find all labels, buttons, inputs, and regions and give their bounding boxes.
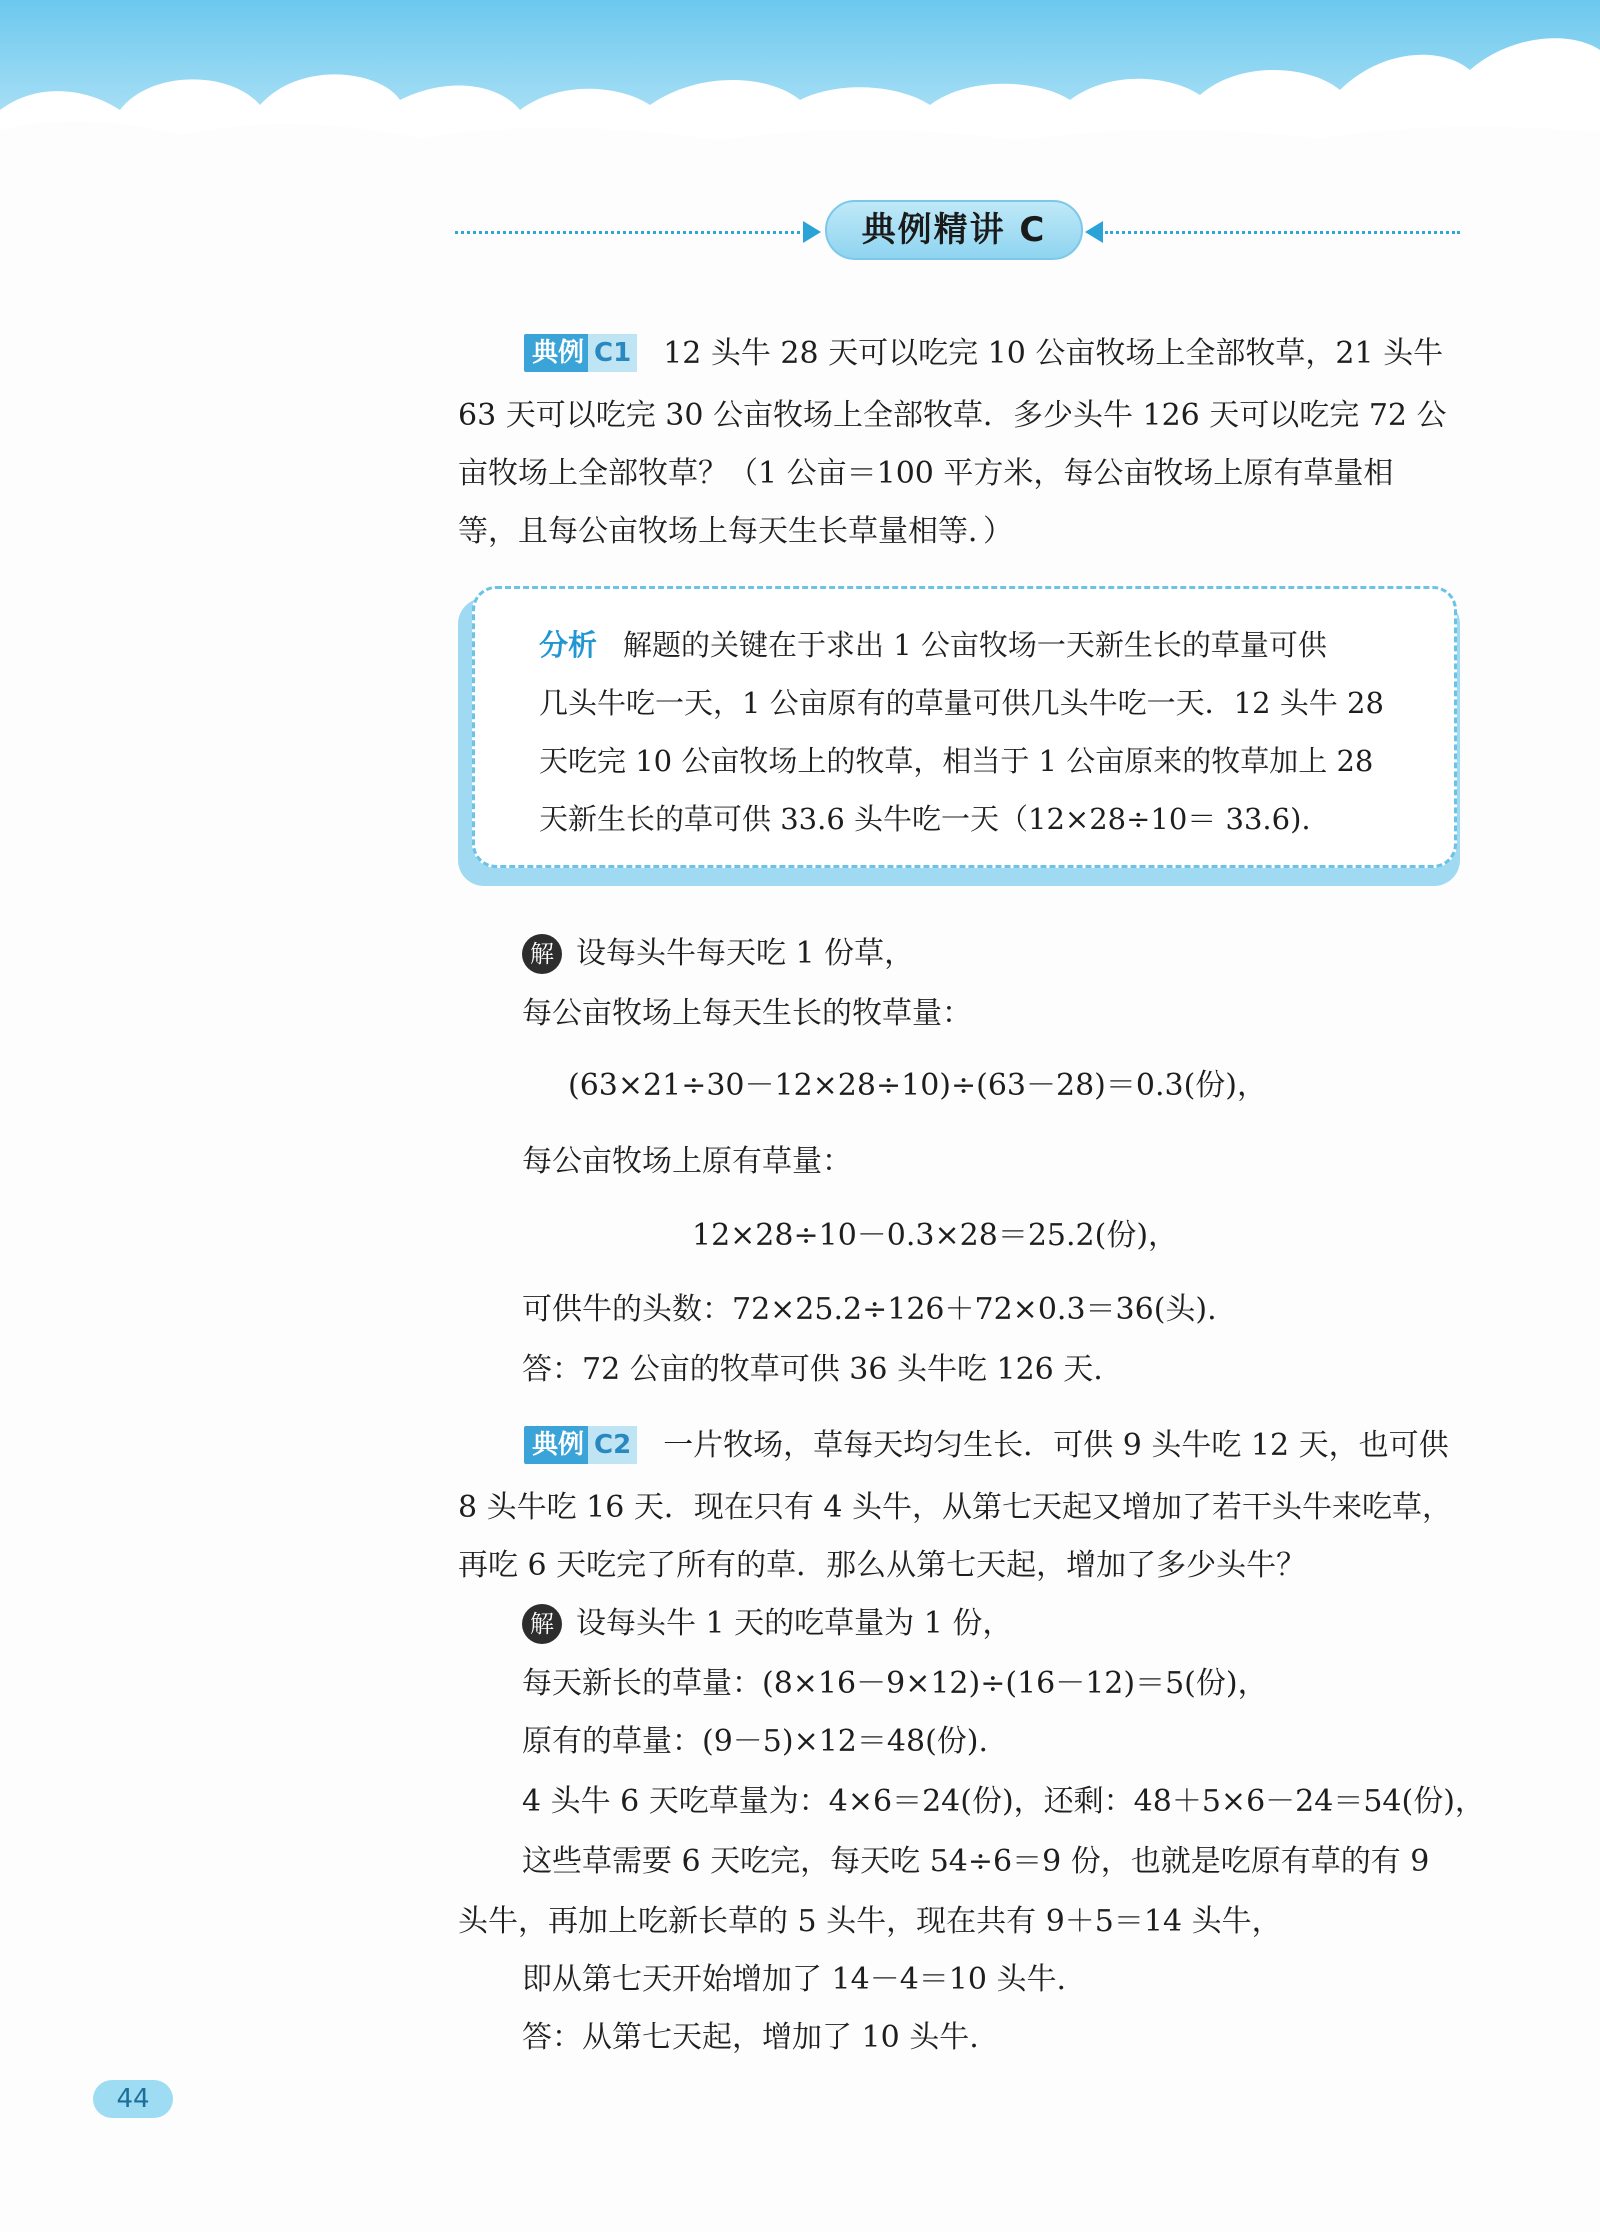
solution-c2-line-5: 这些草需要 6 天吃完，每天吃 54÷6＝9 份，也就是吃原有草的有 9 bbox=[522, 1844, 1430, 1879]
section-title: 典例精讲 C bbox=[825, 200, 1083, 260]
example-c2-line-2: 8 头牛吃 16 天．现在只有 4 头牛，从第七天起又增加了若干头牛来吃草， bbox=[458, 1490, 1453, 1525]
solution-c2-line-6: 头牛，再加上吃新长草的 5 头牛，现在共有 9＋5＝14 头牛， bbox=[458, 1904, 1282, 1939]
example-c1-line-1: 典例 C1 12 头牛 28 天可以吃完 10 公亩牧场上全部牧草，21 头牛 bbox=[524, 334, 1443, 374]
page-number: 44 bbox=[93, 2080, 173, 2118]
solution-c1-line-1: 解 设每头牛每天吃 1 份草， bbox=[522, 934, 914, 974]
example-c1-line-2: 63 天可以吃完 30 公亩牧场上全部牧草．多少头牛 126 天可以吃完 72 公 bbox=[458, 398, 1447, 433]
dotted-rule-right bbox=[1105, 231, 1460, 234]
solution-c1-line-4: 每公亩牧场上原有草量： bbox=[522, 1144, 852, 1179]
solution-badge: 解 bbox=[522, 934, 562, 974]
solution-c2-line-1: 解 设每头牛 1 天的吃草量为 1 份， bbox=[522, 1604, 1012, 1644]
solution-badge: 解 bbox=[522, 1604, 562, 1644]
example-c1-line-4: 等，且每公亩牧场上每天生长草量相等．） bbox=[458, 514, 1013, 549]
arrow-right-icon bbox=[803, 221, 821, 243]
solution-c1-line-2: 每公亩牧场上每天生长的牧草量： bbox=[522, 996, 972, 1031]
solution-c1-formula-1: (63×21÷30－12×28÷10)÷(63－28)＝0.3(份)， bbox=[568, 1068, 1268, 1103]
solution-c2-line-7: 即从第七天开始增加了 14－4＝10 头牛. bbox=[522, 1962, 1067, 1997]
solution-c1-answer: 答：72 公亩的牧草可供 36 头牛吃 126 天. bbox=[522, 1352, 1103, 1387]
analysis-label: 分析 bbox=[539, 628, 598, 662]
solution-c2-line-2: 每天新长的草量：(8×16－9×12)÷(16－12)＝5(份)， bbox=[522, 1666, 1268, 1701]
example-c1-line-3: 亩牧场上全部牧草？（1 公亩＝100 平方米，每公亩牧场上原有草量相 bbox=[458, 456, 1394, 491]
example-c2-line-3: 再吃 6 天吃完了所有的草．那么从第七天起，增加了多少头牛？ bbox=[458, 1548, 1307, 1583]
analysis-line-3: 天吃完 10 公亩牧场上的牧草，相当于 1 公亩原来的牧草加上 28 bbox=[539, 744, 1374, 778]
example-tag: 典例 C2 bbox=[524, 1426, 637, 1464]
dotted-rule-left bbox=[455, 231, 800, 234]
analysis-panel bbox=[472, 586, 1457, 868]
example-tag: 典例 C1 bbox=[524, 334, 637, 372]
analysis-box bbox=[458, 586, 1460, 886]
solution-c2-line-4: 4 头牛 6 天吃草量为：4×6＝24(份)，还剩：48＋5×6－24＝54(份)， bbox=[522, 1784, 1485, 1819]
solution-c2-answer: 答：从第七天起，增加了 10 头牛. bbox=[522, 2020, 979, 2055]
analysis-line-4: 天新生长的草可供 33.6 头牛吃一天（12×28÷10＝ 33.6). bbox=[539, 802, 1311, 836]
analysis-line-1: 分析 解题的关键在于求出 1 公亩牧场一天新生长的草量可供 bbox=[539, 628, 1327, 662]
solution-c1-formula-2: 12×28÷10－0.3×28＝25.2(份)， bbox=[692, 1218, 1179, 1253]
solution-c1-line-6: 可供牛的头数：72×25.2÷126＋72×0.3＝36(头). bbox=[522, 1292, 1217, 1327]
section-header bbox=[455, 196, 1460, 268]
solution-c2-line-3: 原有的草量：(9－5)×12＝48(份). bbox=[522, 1724, 989, 1759]
analysis-line-2: 几头牛吃一天，1 公亩原有的草量可供几头牛吃一天．12 头牛 28 bbox=[539, 686, 1384, 720]
arrow-left-icon bbox=[1085, 221, 1103, 243]
example-c2-line-1: 典例 C2 一片牧场，草每天均匀生长．可供 9 头牛吃 12 天，也可供 bbox=[524, 1426, 1449, 1466]
sky-cloud-banner bbox=[0, 0, 1600, 160]
